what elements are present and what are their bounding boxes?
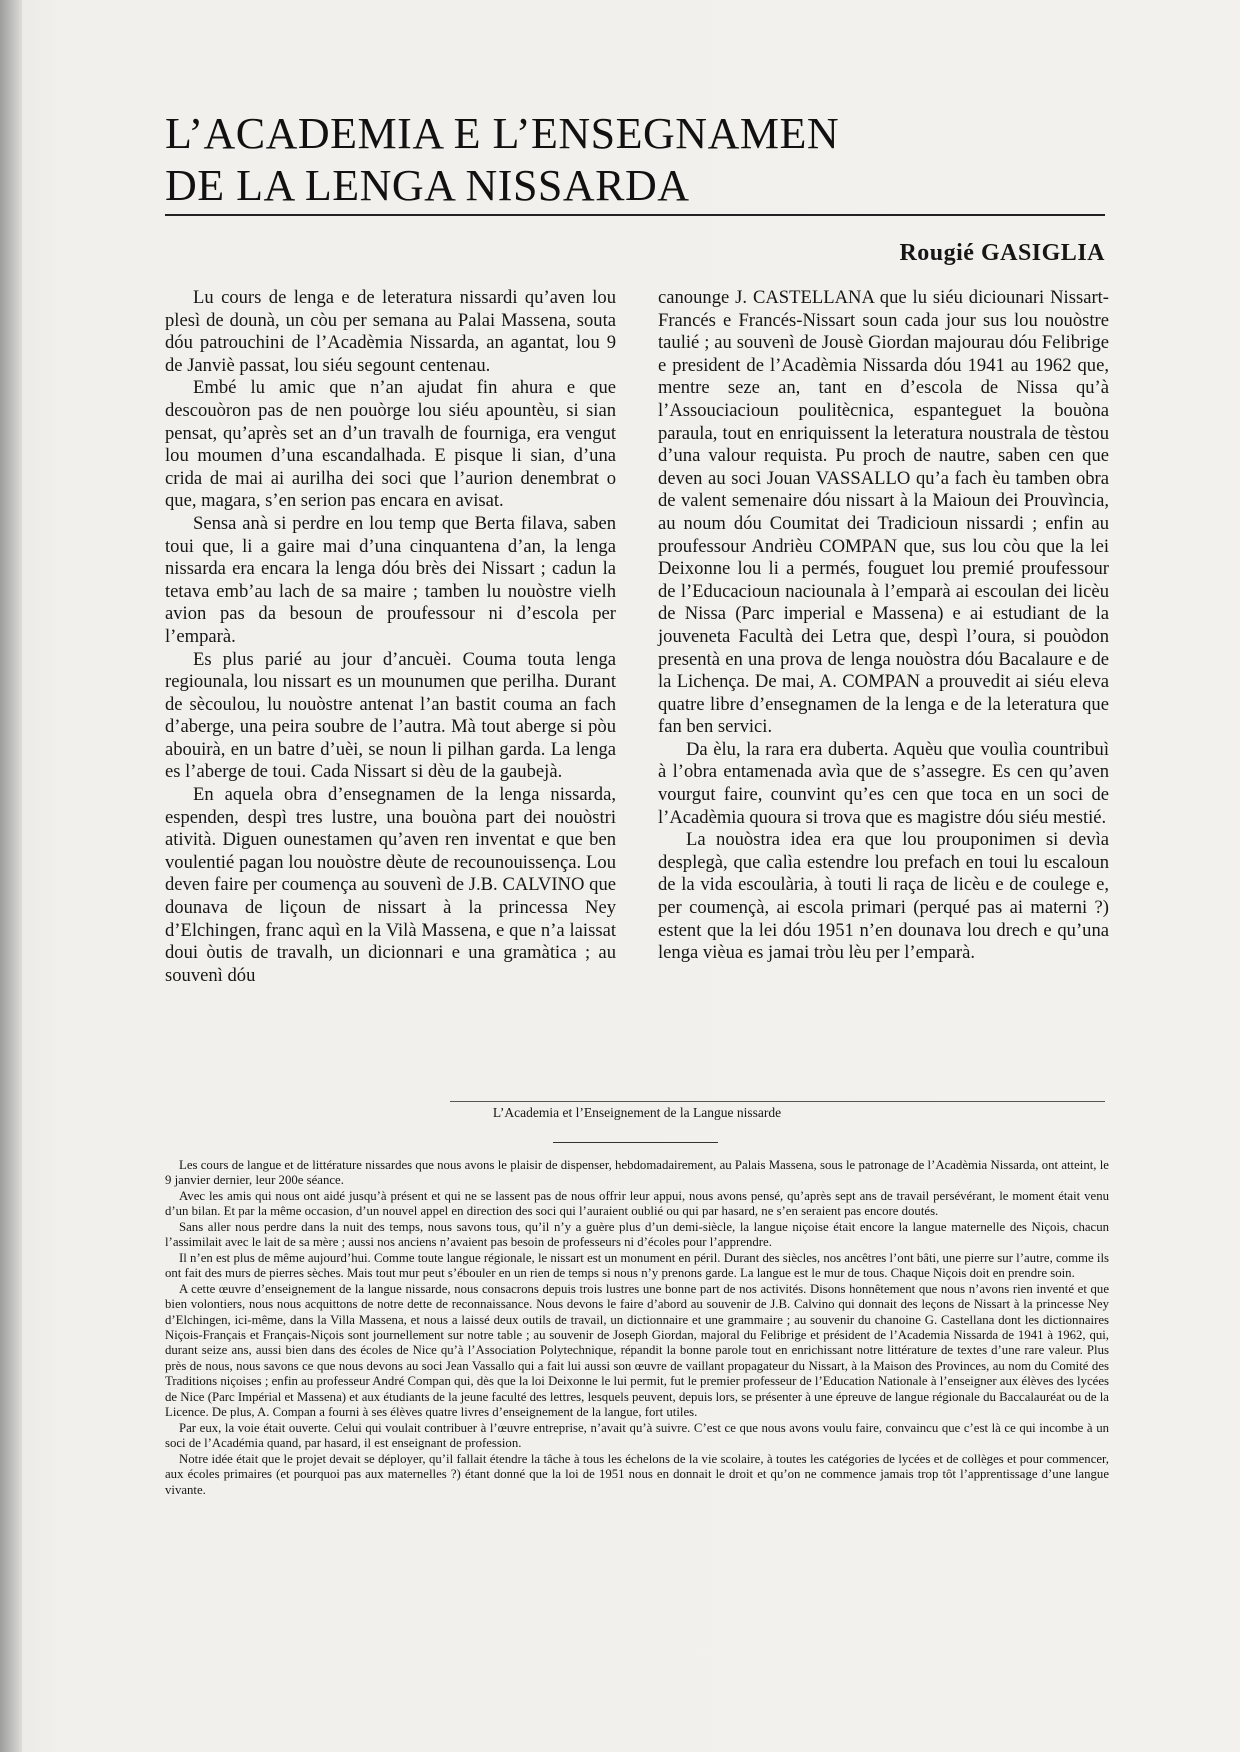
translation-paragraph: A cette œuvre d’enseignement de la langue nissarde, nous consacrons depuis trois lustres une bonne part de nos activités. Disons honnêtement que nous n’avons rien inventé et que bien volontiers, nous nous acquittons de notre dette de reconnaissance. Nous devons le faire d’abord au souvenir de J.B. Calvino qui donnait des leçons de Nissart à la princesse Ney d’Elchingen, ici-même, dans la Villa Massena, et nous a laissé deux outils de travail, un dictionnaire et une grammaire ; au souvenir du chanoine G. Castellana dont les dictionnaires Niçois-Français et Français-Niçois sont journellement sur notre table ; au souvenir de Joseph Giordan, majoral du Felibrige et président de l’Academia Nissarda de 1941 à 1962, qui, durant seize ans, aussi bien dans des écoles de Nice qu’à l’Association Polytechnique, répandit la bonne parole tout en enrichissant notre littérature de textes d’une rare valeur. Plus près de nous, nous savons ce que nous devons au soci Jean Vassallo qui a fait lui aussi son œuvre de vaillant propagateur du Nissart, à la Maison des Provinces, au nom du Comité des Traditions niçoises ; enfin au professeur André Compan qui, dès que la loi Deixonne le lui permit, fut le premier professeur de l’Education Nationale à l’enseigner aux élèves des lycées de Nice (Parc Impérial et Massena) et aux étudiants de la jeune faculté des lettres, lesquels peuvent, depuis lors, se présenter à une épreuve de langue régionale du Baccalauréat ou de la Licence. De plus, A. Compan a fourni à ses élèves quatre livres d’enseignement de la langue, fort utiles. [165,1281,1109,1420]
left-paragraph: En aquela obra d’ensegnamen de la lenga nissarda, espenden, despì tres lustre, una bouòna part dei nouòstri atività. Diguen ounestamen qu’aven ren inventat e que ben voulentié pagan lou nouòstre dèute de recounouissença. Lou deven faire per coumença au souvenì de J.B. CALVINO que dounava de liçoun de nissart à la princessa Ney d’Elchingen, franc aquì en la Vilà Massena, e que n’a laissat doui òutis de travalh, un dicionnari e una gramàtica ; au souvenì dóu [165,784,616,986]
left-paragraph: Embé lu amic que n’an ajudat fin ahura e que descouòron pas de nen pouòrge lou siéu apountèu, si sian pensat, qu’après set an d’un travalh de fourniga, era vengut lou moumen d’una escandalhada. E pisque li sian, d’una crida de mai ai aurilha dei soci que l’aurion denembrat o que, magara, s’en serion pas encara en avisat. [165,377,616,512]
left-paragraph: Lu cours de lenga e de leteratura nissardi qu’aven lou plesì de dounà, un còu per semana au Palai Massena, souta dóu patrouchini de l’Acadèmia Nissarda, an agantat, lou 9 de Janviè passat, lou siéu segount centenau. [165,287,616,376]
translation-paragraph: Notre idée était que le projet devait se déployer, qu’il fallait étendre la tâche à tous les échelons de la vie scolaire, à toutes les catégories de lycées et de collèges et pour commencer, aux écoles primaires (et pourquoi pas aux maternelles ?) étant donné que la loi de 1951 nous en donnait le droit et qu’on ne commence jamais trop tôt l’apprentissage d’une langue vivante. [165,1451,1109,1497]
translation-top-rule [450,1101,1105,1102]
translation-title-rule [553,1142,718,1143]
translation-paragraph: Sans aller nous perdre dans la nuit des temps, nous savons tous, qu’il n’y a guère plus d’un demi-siècle, la langue niçoise était encore la langue maternelle des Niçois, chacun l’assimilait avec le lait de sa mère ; aussi nos anciens n’avaient pas besoin de professeurs ni d’écoles pour l’apprendre. [165,1219,1109,1250]
right-column [658,287,1109,1087]
title-divider [165,214,1105,216]
right-paragraph: canounge J. CASTELLANA que lu siéu diciounari Nissart-Francés e Francés-Nissart soun cada jour sus lou nouòstre taulié ; au souvenì de Jousè Giordan majourau dóu Felibrige e president de l’Acadèmia Nissarda dóu 1941 au 1962 que, mentre seze an, tant en d’escola de Nissa qu’à l’Assouciacioun poulitècnica, espanteguet la bouòna paraula, tout en enriquissent la leteratura noustrala de tèstou d’una valour requista. Pu proch de nautre, saben cen que deven au soci Jouan VASSALLO qu’a fach èu tamben obra de valent semenaire dóu nissart à la Maioun dei Prouvìncia, au noum dóu Coumitat dei Tradicioun nissardi ; enfin au proufessour Andrièu COMPAN que, sus lou còu que la lei Deixonne lou li a permés, fouguet lou premié proufessour de l’Educacioun naciounala à l’emparà ai escoulan dei licèu de Nissa (Parc imperial e Massena) e ai estudiant de la jouveneta Facultà dei Letra que, despì l’oura, si pouòdon presentà en una prova de lenga nouòstra dóu Bacalaure e de la Lichença. De mai, A. COMPAN a prouvedit ai siéu eleva quatre libre d’ensegnamen de la lenga e de la leteratura que fan ben servici. [658,287,1109,738]
right-paragraph: La nouòstra idea era que lou prouponimen si devìa desplegà, que calìa estendre lou prefach en toui lu escaloun de la vida escoulària, à touti li raça de licèu e de coulege e, per coumençà, ai escola primari (perqué pas ai materni ?) estent que la lei dóu 1951 n’en dounava lou drech e qu’una lenga vièua es jamai tròu lèu per l’emparà. [658,829,1109,964]
article-title-line-1: L’ACADEMIA E L’ENSEGNAMEN [165,109,840,158]
translation-paragraph: Par eux, la voie était ouverte. Celui qui voulait contribuer à l’œuvre entreprise, n’avait qu’à suivre. C’est ce que nous avons voulu faire, convaincu que c’est là ce qui incombe à un soci de l’Académia quand, par hasard, il est enseignant de profession. [165,1420,1109,1451]
article-title-line-2: DE LA LENGA NISSARDA [165,161,690,210]
translation-paragraph: Avec les amis qui nous ont aidé jusqu’à présent et qui ne se lassent pas de nous offrir leur appui, nous avons pensé, qu’après sept ans de travail persévérant, le moment était venu d’un bilan. Et par la même occasion, d’un nouvel appel en direction des soci qui l’auraient oublié ou qui par hasard, ne s’en seraient pas encore doutés. [165,1188,1109,1219]
translation-title: L’Academia et l’Enseignement de la Langue nissarde [492,1105,782,1120]
translation-paragraph: Il n’en est plus de même aujourd’hui. Comme toute langue régionale, le nissart est un monument en péril. Durant des siècles, nos ancêtres l’ont bâti, une pierre sur l’autre, comme ils ont fait des murs de pierres sèches. Mais tout mur peut s’ébouler en un rien de temps si nous n’y prenons garde. La langue est le mur de tous. Chaque Niçois doit en prendre soin. [165,1250,1109,1281]
right-paragraph: Da èlu, la rara era duberta. Aquèu que voulìa countribuì à l’obra entamenada avìa que de s’assegre. Es cen qu’aven vourgut faire, counvint qu’es cen que toca en un soci de l’Acadèmia quoura si trova que es magistre dóu siéu mestié. [658,738,1109,828]
left-paragraph: Sensa anà si perdre en lou temp que Berta filava, saben toui que, li a gaire mai d’una cinquantena d’an, la lenga nissarda era encara la lenga dóu brès dei Nissart ; cadun la tetava emb’au lach de sa maire ; tamben lu nouòstre vielh avion pas da besoun de proufessour ni d’escola per l’emparà. [165,512,616,647]
french-translation [165,1158,1109,1498]
left-column [165,287,616,1087]
translation-paragraph: Les cours de langue et de littérature nissardes que nous avons le plaisir de dispenser, hebdomadairement, au Palais Massena, sous le patronage de l’Acadèmia Nissarda, ont atteint, le 9 janvier dernier, leur 200e séance. [165,1158,1109,1188]
page-binding-shadow [0,0,22,1752]
article-title [165,108,1125,212]
article-body-columns [165,287,1109,1087]
left-paragraph: Es plus parié au jour d’ancuèi. Couma touta lenga regiounala, lou nissart es un mounumen que perilha. Durant de sècoulou, lu nouòstre antenat l’an bastit couma an fach d’aberge, una peira soubre de l’autra. Mà tout aberge si pòu abouirà, en un batre d’uèi, se noun li pilhan garda. La lenga es l’aberge de toui. Cada Nissart si dèu de la gaubejà. [165,648,616,783]
article-author: Rougié GASIGLIA [899,240,1105,266]
